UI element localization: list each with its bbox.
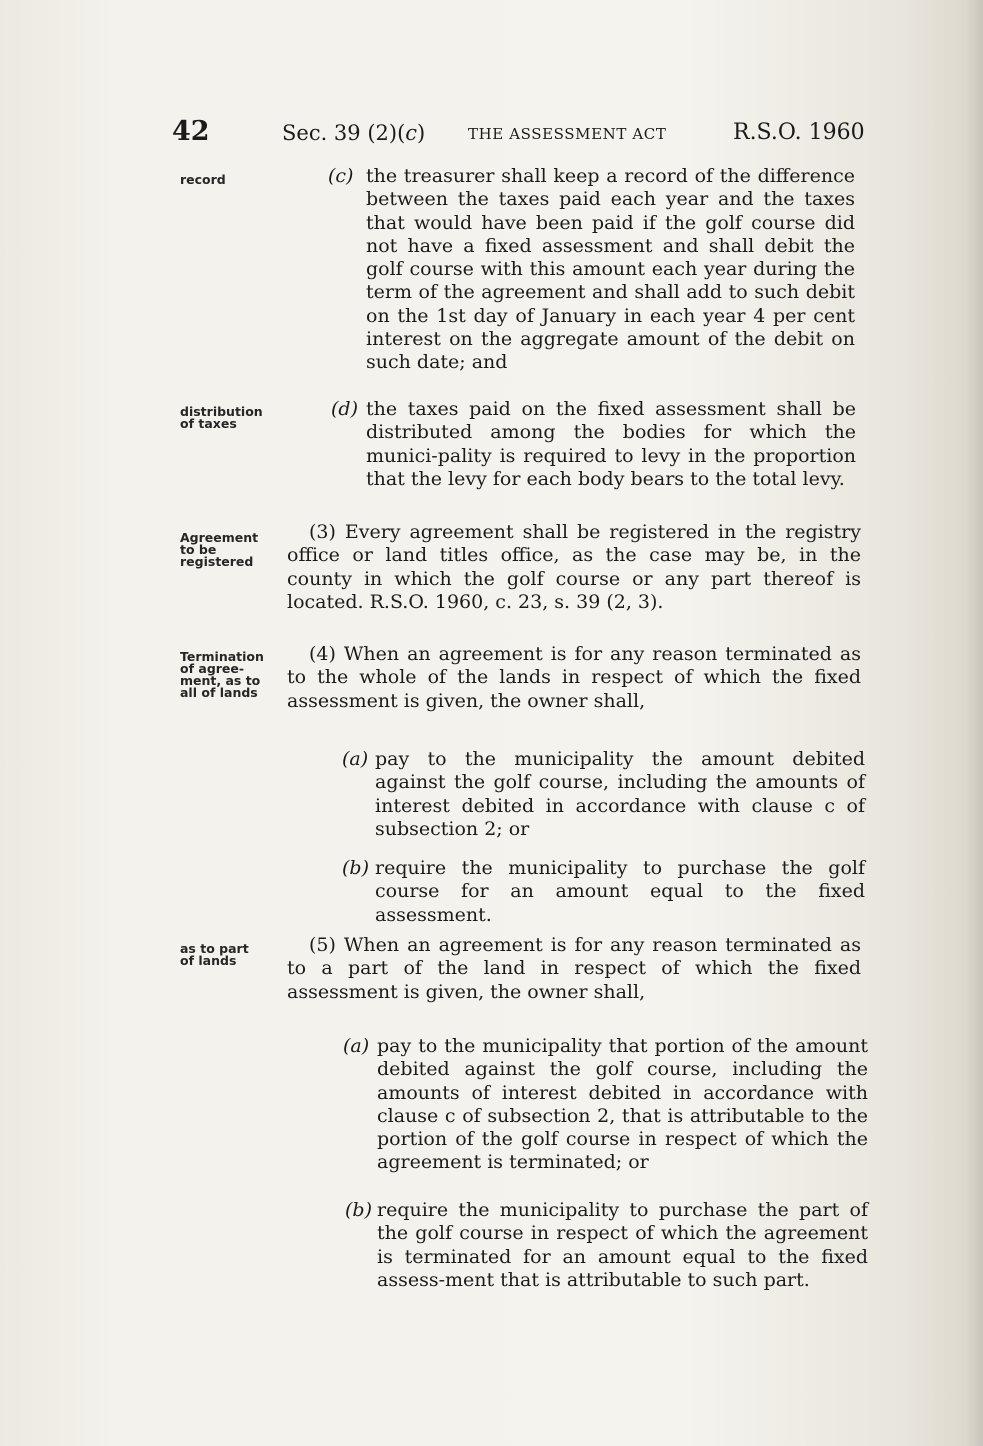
- subsection-4: [287, 643, 861, 713]
- clause-5b: [345, 1199, 870, 1299]
- clause-d: [331, 398, 858, 498]
- subsection-4-text: (4) When an agreement is for any reason terminated as to the whole of the lands in respect of which the fixed assessment is given, the owner shall,: [287, 643, 861, 712]
- clause-d-label: (d): [331, 398, 358, 420]
- act-title: THE ASSESSMENT ACT: [468, 125, 667, 143]
- clause-c: [328, 165, 858, 375]
- clause-4a-text: pay to the municipality the amount debited against the golf course, including the amounts of interest debited in accordance with clause c of subsection 2; or: [375, 748, 865, 840]
- section-reference: [282, 121, 425, 145]
- clause-4b-label: (b): [342, 857, 369, 879]
- section-ref-text: Sec. 39 (2)(: [282, 121, 406, 145]
- clause-d-text: the taxes paid on the fixed assessment shall be distributed among the bodies for which the munici-pality is required to levy in the proportion that the levy for each body bears to the total levy.: [366, 398, 856, 490]
- clause-4b: [342, 857, 868, 926]
- margin-note-record: record: [180, 172, 226, 187]
- page-header: [0, 116, 983, 156]
- clause-4b-text: require the municipality to purchase the golf course for an amount equal to the fixed assessment.: [375, 857, 865, 926]
- page-number: 42: [172, 116, 210, 147]
- subsection-3-text: (3) Every agreement shall be registered in the registry office or land titles office, as the case may be, in the county in which the golf course or any part thereof is located. R.S.O. 1960, c. 23, s. 39 (2, 3).: [287, 521, 861, 613]
- subsection-3: [287, 521, 861, 614]
- margin-note-as-to-part: as to part of lands: [180, 941, 249, 968]
- section-ref-close: ): [417, 121, 426, 145]
- clause-5b-text: require the municipality to purchase the part of the golf course in respect of which the agreement is terminated for an amount equal to the fixed assess-ment that is attributable to such part.: [377, 1199, 868, 1291]
- statute-reference: R.S.O. 1960: [733, 120, 865, 145]
- clause-5a-label: (a): [343, 1035, 370, 1057]
- margin-note-agreement-registered: Agreement to be registered: [180, 530, 259, 569]
- page-edge-shadow: [965, 0, 983, 1446]
- clause-4a: [342, 748, 868, 848]
- margin-note-termination-all: Termination of agree-ment, as to all of lands: [180, 649, 264, 700]
- clause-4a-label: (a): [342, 748, 369, 770]
- section-ref-italic: c: [405, 121, 418, 145]
- clause-c-text: the treasurer shall keep a record of the difference between the taxes paid each year and the taxes that would have been paid if the golf course did not have a fixed assessment and shall debit the golf course with this amount each year during the term of the agreement and shall add to such debit on the 1st day of January in each year 4 per cent interest on the aggregate amount of the debit on such date; and: [366, 165, 855, 374]
- subsection-5-text: (5) When an agreement is for any reason terminated as to a part of the land in respect of which the fixed assessment is given, the owner shall,: [287, 934, 861, 1003]
- clause-c-label: (c): [328, 165, 354, 187]
- clause-5a: [343, 1035, 870, 1175]
- subsection-5: [287, 934, 861, 1004]
- clause-5a-text: pay to the municipality that portion of the amount debited against the golf course, including the amounts of interest debited in accordance with clause c of subsection 2, that is attributable to the portion of the golf course in respect of which the agreement is terminated; or: [377, 1035, 868, 1174]
- margin-note-distribution: distribution of taxes: [180, 404, 263, 431]
- clause-5b-label: (b): [345, 1199, 372, 1221]
